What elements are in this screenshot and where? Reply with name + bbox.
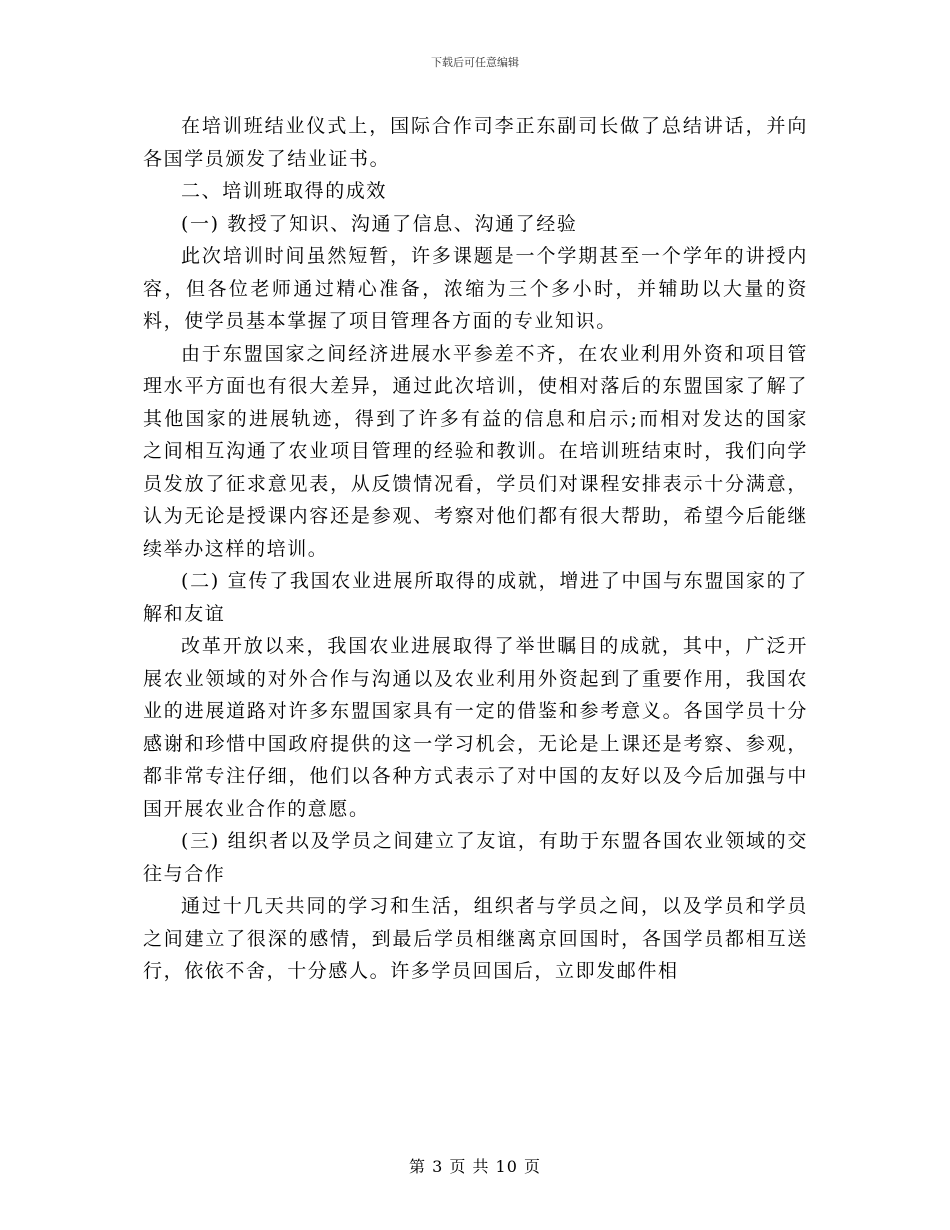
document-body: [143, 110, 808, 988]
paragraph: 此次培训时间虽然短暂，许多课题是一个学期甚至一个学年的讲授内容，但各位老师通过精心准备，浓缩为三个多小时，并辅助以大量的资料，使学员基本掌握了项目管理各方面的专业知识。: [143, 245, 808, 332]
subsection-heading: (二) 宣传了我国农业进展所取得的成就，增进了中国与东盟国家的了解和友谊: [143, 570, 808, 625]
paragraph: 由于东盟国家之间经济进展水平参差不齐，在农业利用外资和项目管理水平方面也有很大差异，通过此次培训，使相对落后的东盟国家了解了其他国家的进展轨迹，得到了许多有益的信息和启示;而相对发达的国家之间相互沟通了农业项目管理的经验和教训。在培训班结束时，我们向学员发放了征求意见表，从反馈情况看，学员们对课程安排表示十分满意，认为无论是授课内容还是参观、考察对他们都有很大帮助，希望今后能继续举办这样的培训。: [143, 342, 808, 560]
section-heading: 二、培训班取得的成效: [181, 180, 388, 202]
paragraph: 改革开放以来，我国农业进展取得了举世瞩目的成就，其中，广泛开展农业领域的对外合作与沟通以及农业利用外资起到了重要作用，我国农业的进展道路对许多东盟国家具有一定的借鉴和参考意义。各国学员十分感谢和珍惜中国政府提供的这一学习机会，无论是上课还是考察、参观，都非常专注仔细，他们以各种方式表示了对中国的友好以及今后加强与中国开展农业合作的意愿。: [143, 635, 808, 820]
paragraph: 在培训班结业仪式上，国际合作司李正东副司长做了总结讲话，并向各国学员颁发了结业证书。: [143, 115, 808, 170]
paragraph: 通过十几天共同的学习和生活，组织者与学员之间，以及学员和学员之间建立了很深的感情，到最后学员相继离京回国时，各国学员都相互送行，依依不舍，十分感人。许多学员回国后，立即发邮件相: [143, 895, 808, 982]
subsection-heading: (一) 教授了知识、沟通了信息、沟通了经验: [181, 212, 578, 235]
page-number-footer: 第 3 页 共 10 页: [409, 1157, 541, 1176]
page-header-note: 下载后可任意编辑: [431, 56, 519, 69]
subsection-heading: (三) 组织者以及学员之间建立了友谊，有助于东盟各国农业领域的交往与合作: [143, 830, 808, 885]
